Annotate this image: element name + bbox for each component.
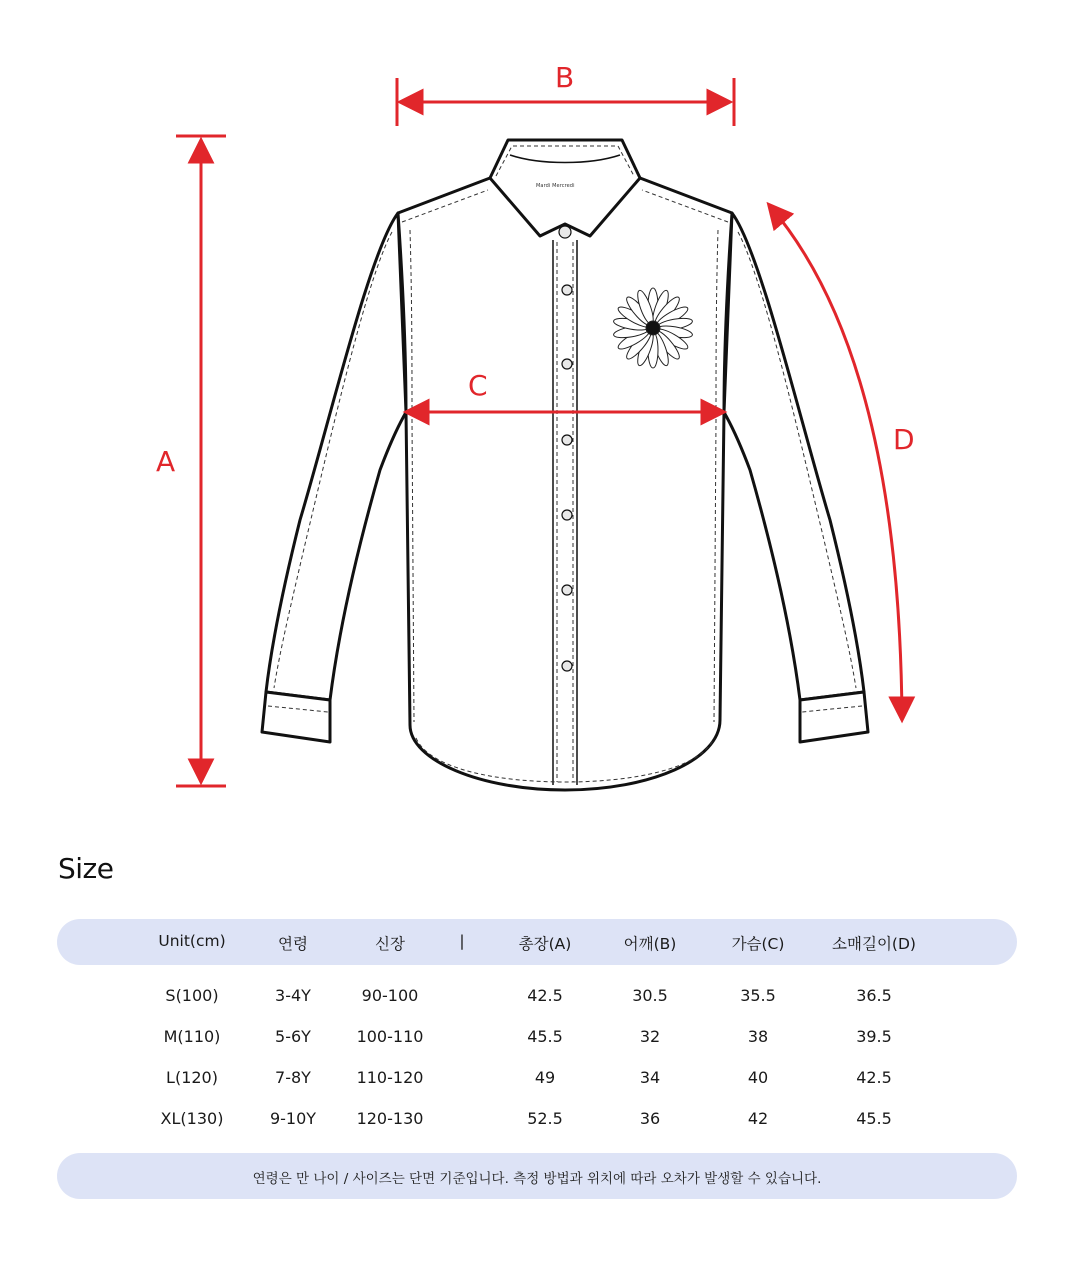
label-c: C bbox=[468, 369, 488, 402]
size-cell: XL(130) bbox=[160, 1109, 224, 1128]
torso bbox=[398, 178, 732, 790]
shoulder-cell: 30.5 bbox=[632, 986, 668, 1005]
shoulder-cell: 32 bbox=[639, 1027, 661, 1046]
height-cell: 110-120 bbox=[356, 1068, 424, 1087]
header-unit: Unit(cm) bbox=[158, 932, 226, 950]
label-b: B bbox=[555, 61, 575, 94]
shoulder-cell: 34 bbox=[639, 1068, 661, 1087]
right-sleeve bbox=[724, 213, 864, 700]
table-row bbox=[57, 986, 1017, 1016]
left-sleeve bbox=[266, 213, 406, 700]
height-cell: 120-130 bbox=[356, 1109, 424, 1128]
height-cell: 90-100 bbox=[361, 986, 419, 1005]
age-cell: 7-8Y bbox=[275, 1068, 311, 1087]
size-table-header bbox=[57, 919, 1017, 965]
table-row bbox=[57, 1068, 1017, 1098]
right-cuff bbox=[800, 692, 868, 742]
length-cell: 52.5 bbox=[527, 1109, 563, 1128]
chest-cell: 40 bbox=[747, 1068, 769, 1087]
size-cell: M(110) bbox=[163, 1027, 221, 1046]
table-row bbox=[57, 1109, 1017, 1139]
header-divider: | bbox=[459, 932, 465, 950]
size-cell: L(120) bbox=[166, 1068, 218, 1087]
sleeve-cell: 42.5 bbox=[856, 1068, 892, 1087]
size-cell: S(100) bbox=[165, 986, 219, 1005]
header-chest-c: 가슴(C) bbox=[731, 935, 785, 953]
label-a: A bbox=[156, 445, 176, 478]
chest-cell: 35.5 bbox=[740, 986, 776, 1005]
age-cell: 9-10Y bbox=[269, 1109, 317, 1128]
height-cell: 100-110 bbox=[356, 1027, 424, 1046]
age-cell: 3-4Y bbox=[275, 986, 311, 1005]
header-length-a: 총장(A) bbox=[518, 935, 572, 953]
sleeve-cell: 39.5 bbox=[856, 1027, 892, 1046]
header-height: 신장 bbox=[375, 935, 405, 953]
size-note: 연령은 만 나이 / 사이즈는 단면 기준입니다. 측정 방법과 위치에 따라 오차가 발생할 수 있습니다. bbox=[252, 1171, 822, 1187]
size-title: Size bbox=[58, 852, 114, 885]
length-cell: 49 bbox=[534, 1068, 556, 1087]
brand-label: Mardi Mercredi bbox=[536, 183, 575, 189]
shoulder-cell: 36 bbox=[639, 1109, 661, 1128]
length-cell: 45.5 bbox=[527, 1027, 563, 1046]
chest-cell: 38 bbox=[747, 1027, 769, 1046]
length-cell: 42.5 bbox=[527, 986, 563, 1005]
sleeve-cell: 36.5 bbox=[856, 986, 892, 1005]
size-note-bar bbox=[57, 1153, 1017, 1199]
left-cuff bbox=[262, 692, 330, 742]
header-shoulder-b: 어깨(B) bbox=[623, 935, 677, 953]
age-cell: 5-6Y bbox=[275, 1027, 311, 1046]
table-row bbox=[57, 1027, 1017, 1057]
sleeve-cell: 45.5 bbox=[856, 1109, 892, 1128]
label-d: D bbox=[893, 423, 915, 456]
header-sleeve-d: 소매길이(D) bbox=[832, 935, 916, 953]
chest-cell: 42 bbox=[747, 1109, 769, 1128]
header-age: 연령 bbox=[278, 935, 308, 953]
